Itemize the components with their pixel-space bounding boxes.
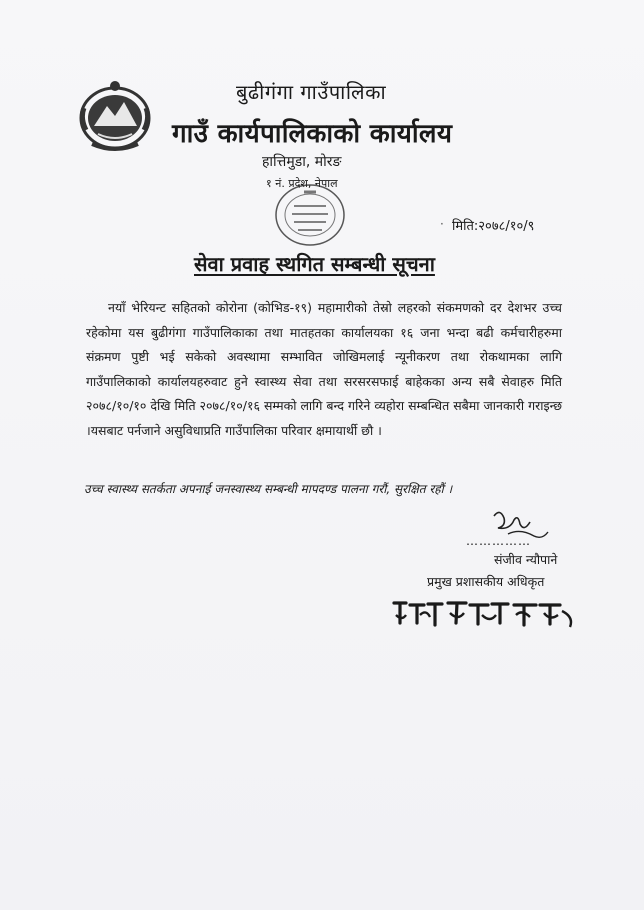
designation-stamp-icon [390, 595, 580, 631]
signatory-name: संजीव न्यौपाने [494, 552, 558, 567]
date-prefix-dots: · [440, 217, 444, 231]
office-name: गाउँ कार्यपालिकाको कार्यालय [172, 119, 453, 149]
notice-date: मिति:२०७८/१०/९ [452, 219, 535, 234]
notice-title: सेवा प्रवाह स्थगित सम्बन्धी सूचना [194, 252, 435, 276]
signature-line: …………… [466, 534, 531, 548]
notice-body: नयाँ भेरियन्ट सहितको कोरोना (कोभिड-१९) महामारीको तेस्रो लहरको संकमणको दर देशभर उच्च रहेकोमा यस बुढीगंगा गाउँपालिकाका तथा मातहतका कार्यालयका १६ जना भन्दा बढी कर्मचारीहरुमा संक्रमण पुष्टी भई सकेको अवस्थामा सम्भावित जोखिमलाई न्यूनीकरण तथा रोकथामका लागि गाउँपालिकाको कार्यालयहरुवाट हुने स्वास्थ्य सेवा तथा सरसरसफाई बाहेकका अन्य सबै सेवाहरु मिति २०७८/१०/१० देखि मिति २०७८/१०/१६ सम्मको लागि बन्द गरिने व्यहोरा सम्बन्धित सबैमा जानकारी गराइन्छ ।यसबाट पर्नजाने असुविधाप्रति गाउँपालिका परिवार क्षमायार्थी छौ । [86, 300, 562, 438]
signatory-designation: प्रमुख प्रशासकीय अधिकृत [427, 574, 545, 589]
municipality-name: बुढीगंगा गाउँपालिका [236, 80, 387, 104]
office-location: हात्तिमुडा, मोरङ [262, 154, 342, 170]
health-advisory: उच्च स्वास्थ्य सतर्कता अपनाई जनस्वास्थ्य सम्बन्धी मापदण्ड पालना गरौं, सुरक्षित रहौं । [84, 482, 453, 496]
nepal-emblem-icon [74, 78, 156, 154]
office-province: १ नं. प्रदेश, नेपाल [266, 177, 338, 190]
office-stamp-icon [264, 176, 356, 254]
